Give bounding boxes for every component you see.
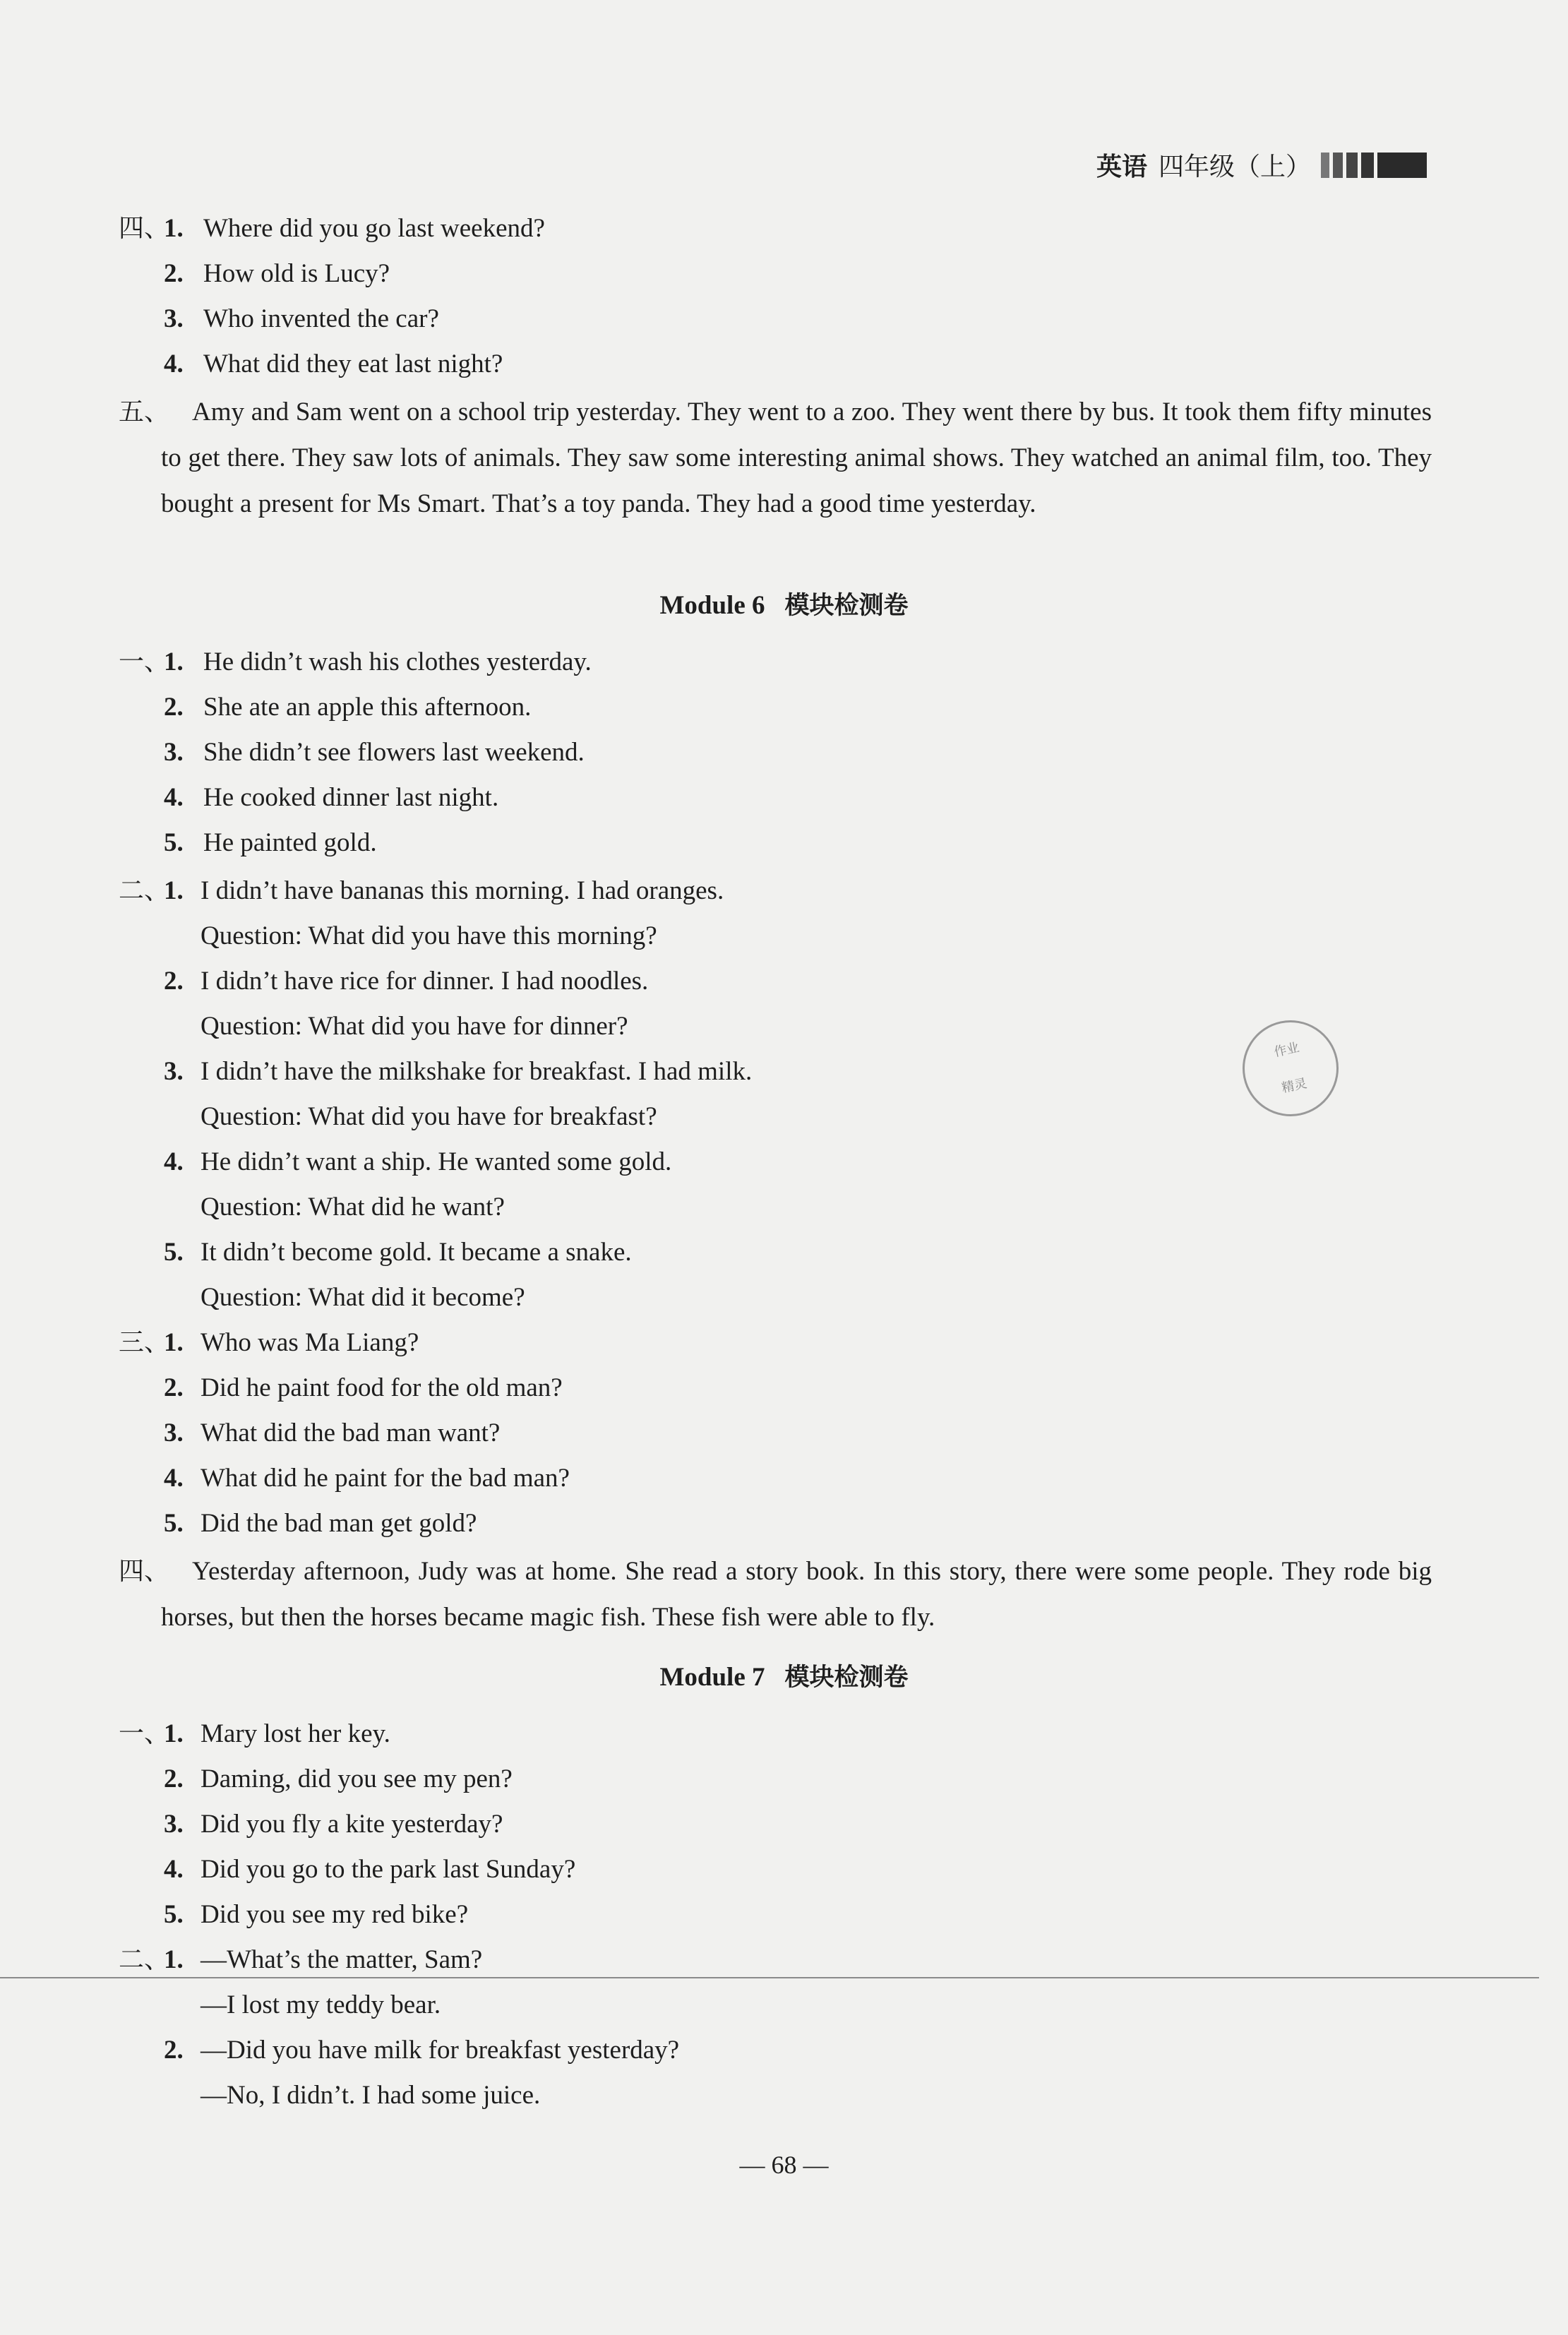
question-line: Question: What did you have for breakfast? — [201, 1102, 657, 1131]
answer-line: He didn’t wash his clothes yesterday. — [203, 647, 592, 676]
answer-line: How old is Lucy? — [203, 259, 390, 288]
item-number: 3. — [164, 1810, 184, 1839]
running-header — [1096, 147, 1427, 183]
item-number: 4. — [164, 1147, 184, 1176]
question-line: Question: What did it become? — [201, 1283, 525, 1312]
section-mark: 五、 — [119, 398, 170, 426]
answer-line: I didn’t have the milkshake for breakfast. I had milk. — [201, 1057, 753, 1086]
section-mark: 一、 — [119, 647, 170, 676]
answer-line: Daming, did you see my pen? — [201, 1764, 513, 1793]
answer-line: What did he paint for the bad man? — [201, 1464, 570, 1493]
item-number: 2. — [164, 259, 184, 288]
answer-line: Did you fly a kite yesterday? — [201, 1810, 503, 1839]
watermark-stamp: 作业 精灵 — [1233, 1011, 1347, 1125]
answer-line: Did you see my red bike? — [201, 1900, 469, 1929]
dialogue-line: —Did you have milk for breakfast yesterday? — [201, 2036, 680, 2065]
module-6-heading: Module 6 模块检测卷 — [659, 591, 909, 620]
answer-line: He cooked dinner last night. — [203, 783, 499, 812]
item-number: 4. — [164, 1855, 184, 1884]
dialogue-line: —What’s the matter, Sam? — [201, 1945, 483, 1974]
item-number: 4. — [164, 1464, 184, 1493]
header-grade: 四年级（上） — [1158, 153, 1311, 181]
item-number: 5. — [164, 1509, 184, 1538]
question-line: Question: What did you have this morning? — [201, 921, 657, 950]
answer-line: Did he paint food for the old man? — [201, 1373, 563, 1402]
module-7-heading: Module 7 模块检测卷 — [659, 1663, 909, 1692]
answer-line: Where did you go last weekend? — [203, 214, 545, 243]
item-number: 1. — [164, 214, 184, 243]
answer-line: She ate an apple this afternoon. — [203, 693, 532, 722]
answer-line: He painted gold. — [203, 828, 377, 857]
item-number: 1. — [164, 1945, 184, 1974]
page-divider — [0, 1977, 1539, 1978]
paragraph-answer: Yesterday afternoon, Judy was at home. She read a story book. In this story, there were some people. They rode big horses, but then the horses became magic fish. These fish were able to fly. — [161, 1557, 1432, 1632]
answer-line: Did the bad man get gold? — [201, 1509, 477, 1538]
paragraph-answer: Amy and Sam went on a school trip yesterday. They went to a zoo. They went there by bus. It took them fifty minutes to get there. They saw lots of animals. They saw some interesting animal shows. They watched an animal film, too. They bought a present for Ms Smart. That’s a toy panda. They had a good time yesterday. — [161, 398, 1432, 518]
section-mark: 一、 — [119, 1719, 170, 1748]
answer-line: I didn’t have rice for dinner. I had noodles. — [201, 967, 649, 996]
answer-line: I didn’t have bananas this morning. I had oranges. — [201, 876, 724, 905]
item-number: 2. — [164, 1764, 184, 1793]
item-number: 1. — [164, 876, 184, 905]
item-number: 2. — [164, 2036, 184, 2065]
page-number: — 68 — — [739, 2151, 829, 2179]
item-number: 3. — [164, 1419, 184, 1447]
item-number: 3. — [164, 304, 184, 333]
dialogue-line: —I lost my teddy bear. — [201, 1990, 441, 2019]
question-line: Question: What did you have for dinner? — [201, 1012, 628, 1041]
question-line: Question: What did he want? — [201, 1193, 505, 1222]
section-mark: 四、 — [119, 1557, 170, 1586]
answer-line: What did the bad man want? — [201, 1419, 501, 1447]
item-number: 3. — [164, 1057, 184, 1086]
answer-line: What did they eat last night? — [203, 350, 503, 378]
item-number: 1. — [164, 1719, 184, 1748]
item-number: 4. — [164, 783, 184, 812]
item-number: 5. — [164, 828, 184, 857]
answer-line: She didn’t see flowers last weekend. — [203, 738, 585, 767]
item-number: 5. — [164, 1900, 184, 1929]
dialogue-line: —No, I didn’t. I had some juice. — [201, 2081, 541, 2110]
item-number: 4. — [164, 350, 184, 378]
answer-line: Who was Ma Liang? — [201, 1328, 419, 1357]
section-mark: 二、 — [119, 1945, 170, 1974]
answer-line: Who invented the car? — [203, 304, 439, 333]
section-mark: 二、 — [119, 876, 170, 905]
item-number: 1. — [164, 647, 184, 676]
item-number: 2. — [164, 693, 184, 722]
item-number: 2. — [164, 967, 184, 996]
answer-line: Mary lost her key. — [201, 1719, 390, 1748]
item-number: 3. — [164, 738, 184, 767]
answer-line: He didn’t want a ship. He wanted some gold. — [201, 1147, 672, 1176]
section-mark: 三、 — [119, 1328, 170, 1357]
answer-line: Did you go to the park last Sunday? — [201, 1855, 576, 1884]
answer-line: It didn’t become gold. It became a snake. — [201, 1238, 632, 1267]
section-mark: 四、 — [119, 214, 170, 243]
item-number: 1. — [164, 1328, 184, 1357]
item-number: 2. — [164, 1373, 184, 1402]
item-number: 5. — [164, 1238, 184, 1267]
header-subject: 英语 — [1096, 153, 1147, 181]
header-decoration-bars — [1321, 153, 1427, 178]
